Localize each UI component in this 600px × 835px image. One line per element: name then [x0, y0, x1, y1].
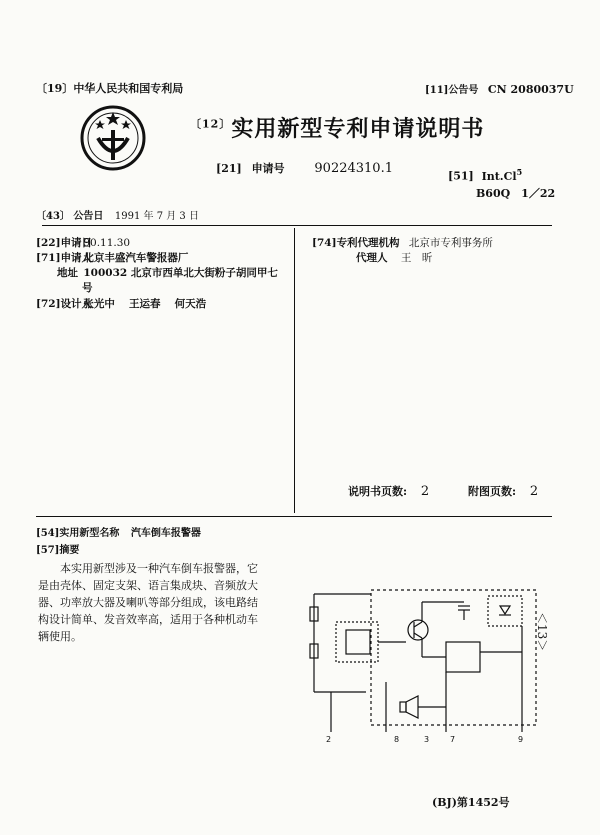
designer-row: [72]设计人 张光中 王运春 何天浩	[36, 298, 207, 310]
top-divider	[42, 225, 552, 226]
figure-page-count: 附图页数: 2	[468, 484, 539, 499]
document-type-title: $^{〔12〕}$实用新型专利申请说明书	[190, 116, 485, 142]
announcement-date: 〔43〕 公告日 1991 年 7 月 3 日	[36, 211, 199, 222]
bottom-divider	[36, 516, 552, 517]
filing-date-row: [22]申请日 90.11.30	[36, 237, 131, 249]
patent-office-emblem-icon	[78, 98, 148, 176]
application-number: [21] 申请号 90224310.1	[216, 161, 393, 176]
side-page-mark: ＜13＞	[535, 612, 549, 652]
figure-label: 3	[424, 735, 430, 744]
utility-model-title: [54]实用新型名称 汽车倒车报警器	[36, 528, 201, 539]
figure-label: 8	[394, 735, 400, 744]
agent-row: 代理人 王 昕	[356, 252, 433, 264]
center-divider	[294, 228, 295, 513]
address-row-continued: 号	[82, 282, 93, 294]
applicant-row: [71]申请人 北京丰盛汽车警报器厂	[36, 252, 189, 264]
figure-label: 9	[518, 735, 524, 744]
footer-number: (BJ)第1452号	[432, 796, 510, 809]
circuit-diagram	[296, 582, 546, 752]
address-row: 地址 100032 北京市西单北大街粉子胡同甲七	[57, 267, 278, 279]
publication-number: [11]公告号 CN 2080037U	[425, 83, 574, 96]
description-page-count: 说明书页数: 2	[348, 484, 430, 499]
agency-row: [74]专利代理机构 北京市专利事务所	[312, 237, 493, 249]
figure-label: 7	[450, 735, 456, 744]
figure-label: 2	[326, 735, 332, 744]
country-header: 〔19〕中华人民共和国专利局	[36, 82, 184, 95]
international-class-code: B60Q 1／22	[476, 187, 556, 200]
abstract-text: 本实用新型涉及一种汽车倒车报警器，它是由壳体、固定支架、语言集成块、音频放大器、功率放大器及喇叭等部分组成，该电路结构设计简单、发音效率高，适用于各种机动车辆使用。	[38, 562, 258, 643]
abstract-heading: [57]摘要	[36, 545, 80, 556]
international-class: [51] Int.Cl$^5$	[448, 167, 523, 183]
